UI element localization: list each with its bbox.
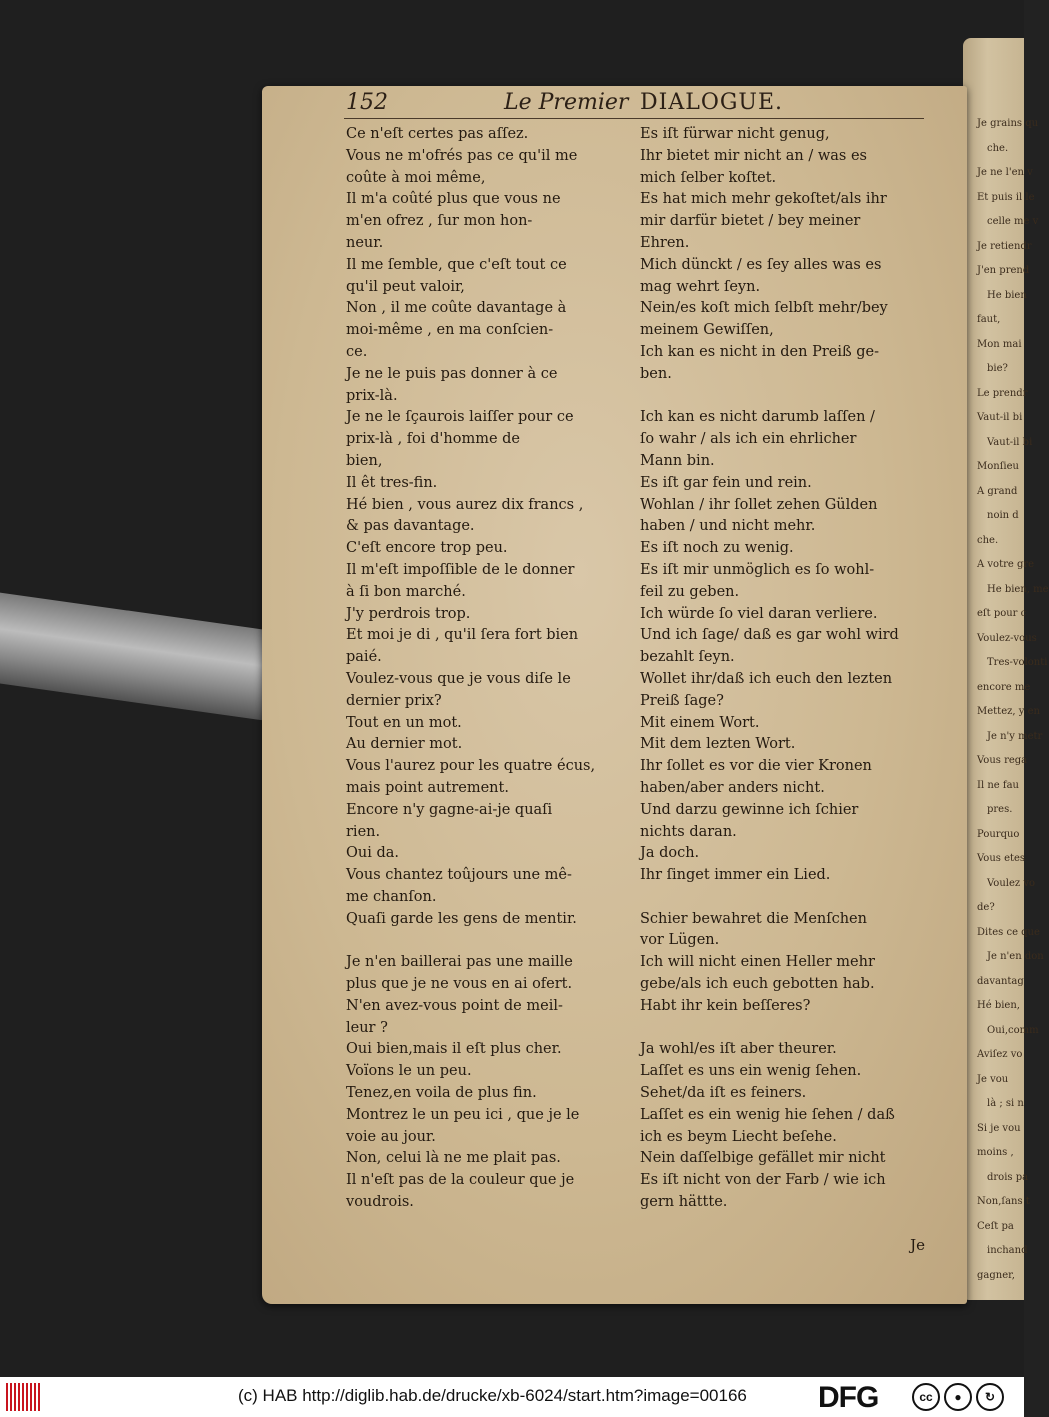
next-page-fragment: He bien, me [987,583,1049,595]
next-page-fragment: Je n'y metr [987,730,1043,742]
french-text: Et moi je di , qu'il ſera fort bien paié. [346,627,579,666]
next-page-fragment: là ; si n [987,1098,1024,1109]
french-text: Ce n'eſt certes pas aſſez. [346,126,529,142]
french-text: Il me ſemble, que c'eſt tout ce qu'il peut valoir, [346,256,567,295]
next-page-fragment: Pourquo [977,828,1020,840]
next-page-fragment: Mon mai [977,338,1022,350]
dialogue-row [346,298,946,363]
dialogue-row [346,669,946,713]
next-page-fragment: Je vou [977,1073,1009,1085]
dialogue-row [346,604,946,626]
dialogue-row [346,1170,946,1214]
next-page-fragment: bie? [987,363,1008,374]
german-text: Es iſt fürwar nicht genug, [640,126,830,142]
french-text: Voulez-vous que je vous diſe le dernier prix? [346,670,571,709]
next-page-fragment: eſt pour c [977,608,1027,619]
dialogue-row [346,560,946,604]
german-text: Es iſt gar fein und rein. [640,474,812,491]
german-text: Es iſt noch zu wenig. [640,540,794,557]
french-text: Non, celui là ne me plait pas. [346,1150,561,1167]
next-page-fragment: Je ne l'en v [977,167,1033,178]
dialogue-row [346,1061,946,1083]
dialogue-row [346,124,946,146]
french-text: C'eſt encore trop peu. [346,540,508,557]
french-text: Je ne le puis pas donner à ce prix-là. [346,365,558,404]
dialogue-row [346,865,946,909]
german-text: Sehet/da iſt es feiners. [640,1085,807,1102]
french-text: Montrez le un peu ici , que je le voie au jour. [346,1106,580,1145]
german-text: Nein/es koſt mich ſelbſt mehr/bey meinem Gewiſſen, Ich kan es nicht in den Preiß ge- [640,300,888,360]
german-text: Ich würde ſo viel daran verliere. [640,605,878,622]
next-page-fragment: J'en prend [977,265,1030,276]
next-page-fragment: che. [977,534,999,546]
next-page-fragment: Voulez-vous [977,632,1037,644]
dialogue-row [346,713,946,735]
copyright-link[interactable]: (c) HAB http://diglib.hab.de/drucke/xb-6024/start.htm?image=00166 [238,1386,747,1405]
next-page-fragment: moins , [977,1147,1014,1158]
german-text: Es iſt nicht von der Farb / wie ich gern hättte. [640,1172,886,1211]
cc-icon: cc [912,1383,940,1411]
french-text: Je ne le ſçaurois laiſſer pour ce prix-là , foi d'homme de bien, [346,409,574,469]
french-text: Il êt tres-fin. [346,474,438,491]
german-text: Und darzu gewinne ich ſchier nichts daran. [640,801,859,840]
german-text: Laſſet es uns ein wenig ſehen. [640,1063,862,1080]
next-page-fragment: Et puis il le [977,191,1035,203]
license-icons[interactable] [912,1381,1018,1413]
german-text: Ja wohl/es iſt aber theurer. [640,1041,837,1058]
next-page-fragment: Hé bien, [977,1000,1020,1011]
dialogue-row [346,734,946,756]
next-page-fragment: A grand [977,485,1018,497]
next-page-fragment: faut, [977,314,1001,325]
german-text: Ich will nicht einen Heller mehr gebe/als ich euch gebotten hab. [640,954,875,993]
french-text: Au dernier mot. [346,736,463,753]
next-page-fragment: Vous etes [977,853,1026,864]
french-text: Vous ne m'ofrés pas ce qu'il me coûte à moi même, [346,147,578,186]
dialogue-row [346,800,946,844]
french-text: Il m'a coûté plus que vous ne m'en ofrez , ſur mon hon- neur. [346,191,561,251]
german-text: Schier bewahret die Menſchen vor Lügen. [640,910,867,949]
next-page-fragment: Vous rega [977,755,1028,766]
german-text: Wohlan / ihr ſollet zehen Gülden haben / und nicht mehr. [640,496,878,535]
french-text: Non , il me coûte davantage à moi-même , en ma conſcien- ce. [346,300,567,360]
german-text: Mit einem Wort. [640,714,760,731]
french-text: Encore n'y gagne-ai-je quaſi rien. [346,801,553,840]
german-text: Und ich ſage/ daß es gar wohl wird bezahlt ſeyn. [640,627,899,666]
french-text: J'y perdrois trop. [346,605,471,622]
next-page-fragment: Non,ſans t [977,1196,1030,1207]
next-page-fragment: encore me [977,681,1031,693]
french-text: Voïons le un peu. [346,1063,472,1080]
next-page-fragment: Je retiendr [977,240,1032,252]
french-text: N'en avez-vous point de meil- leur ? [346,997,563,1036]
next-page-fragment: A votre gre [977,559,1035,570]
next-page-fragment: Mettez, y en [977,706,1040,717]
dialogue-row [346,1039,946,1061]
german-text: Mit dem lezten Wort. [640,736,796,753]
sa-icon: ↻ [976,1383,1004,1411]
next-page-fragment: Le prendr [977,387,1028,399]
german-text: Ihr ſollet es vor die vier Kronen haben/aber anders nicht. [640,758,872,796]
book-page [262,86,967,1304]
next-page-fragment: che. [987,142,1009,154]
dfg-logo: DFG [818,1381,879,1414]
german-text: Es hat mich mehr gekoſtet/als ihr mir darfür bietet / bey meiner Ehren. [640,191,887,251]
french-text: Oui da. [346,845,400,862]
next-page-fragment: inchand [987,1245,1028,1256]
by-icon: ● [944,1383,972,1411]
french-text: Tenez,en voila de plus fin. [346,1085,537,1102]
next-page-fragment: Tres-volonti [987,657,1048,668]
german-text: Mich dünckt / es ſey alles was es mag wehrt ſeyn. [640,256,882,295]
next-page-fragment: Monſieu [977,461,1019,472]
german-text: Ihr bietet mir nicht an / was es mich ſelber koſtet. [640,147,867,186]
dialogue-row [346,255,946,299]
dialogue-row [346,538,946,560]
german-text: Habt ihr kein beſſeres? [640,997,811,1014]
next-page-fragment: Ceſt pa [977,1220,1014,1232]
german-text: Nein daſſelbige gefället mir nicht [640,1150,886,1167]
dialogue-row [346,952,946,996]
french-text: Vous l'aurez pour les quatre écus, mais point autrement. [346,758,596,796]
running-title-caps: DIALOGUE. [640,90,784,115]
next-page-fragment: celle me v [987,216,1039,227]
dialogue-row [346,473,946,495]
next-page-fragment: drois pa [987,1171,1029,1183]
dialogue-row [346,996,946,1040]
next-page-fragment: pres. [987,804,1013,815]
dialogue-row [346,1105,946,1149]
french-text: Je n'en baillerai pas une maille plus que je ne vous en ai ofert. [346,954,573,993]
dialogue-row [346,843,946,865]
page-number: 152 [346,90,388,115]
next-page-fragment: Voulez vo [987,877,1035,889]
dialogue-row [346,364,946,408]
next-page-fragment: Aviſez vo [977,1049,1023,1060]
dialogue-row [346,1148,946,1170]
dialogue-columns [346,124,946,1214]
header-rule [344,118,924,119]
dialogue-row [346,146,946,190]
french-text: Il n'eſt pas de la couleur que je voudrois. [346,1172,575,1211]
french-text: Tout en un mot. [346,714,462,731]
dialogue-row [346,1083,946,1105]
dialogue-row [346,625,946,669]
dialogue-row [346,909,946,953]
next-page-fragment: Vaut-il bi [977,412,1023,423]
running-title-italic: Le Premier [504,90,629,115]
dialogue-row [346,495,946,539]
next-page-fragment: noin d [987,510,1019,521]
next-page-fragment: Si je vou [977,1122,1021,1134]
german-text: Ich kan es nicht darumb laſſen / ſo wahr / als ich ein ehrlicher Mann bin. [640,409,875,469]
french-text: Vous chantez toûjours une mê- me chanſon. [346,867,572,905]
dialogue-row [346,189,946,254]
footer-bar [0,1377,1024,1417]
dialogue-row [346,407,946,472]
hab-logo-icon [6,1383,42,1411]
german-text: Es iſt mir unmöglich es ſo wohl- feil zu geben. [640,561,875,600]
next-page-fragment: Oui,comm [987,1024,1039,1036]
next-page-fragment: Dites ce que [977,926,1040,938]
german-text: Ja doch. [640,845,700,862]
french-text: Hé bien , vous aurez dix francs , & pas davantage. [346,496,584,535]
german-text: Wollet ihr/daß ich euch den lezten Preiß ſage? [640,670,893,709]
dialogue-row [346,756,946,800]
french-text: Oui bien,mais il eſt plus cher. [346,1041,562,1058]
next-page-fragment: Je n'en don [987,951,1044,962]
next-page-fragment: de? [977,902,995,913]
german-text: Ihr ſinget immer ein Lied. [640,867,831,884]
next-page-fragment: Il ne fau [977,779,1019,791]
next-page-fragment: Je grains qu [977,118,1039,129]
next-page-fragment: davantag [977,975,1024,987]
page-header [346,90,926,120]
next-page-fragment: He bien [987,289,1027,301]
german-text: ben. [640,365,672,382]
french-text: Il m'eſt impoſſible de le donner à ſi bon marché. [346,561,575,600]
next-page-edge [963,38,1049,1300]
french-text: Quaſi garde les gens de mentir. [346,910,577,927]
catchword: Je [910,1236,925,1254]
german-text: Laſſet es ein wenig hie ſehen / daß ich es beym Liecht beſehe. [640,1106,895,1145]
next-page-fragment: gagner, [977,1269,1015,1281]
next-page-fragment: Vaut-il bi [987,436,1033,448]
